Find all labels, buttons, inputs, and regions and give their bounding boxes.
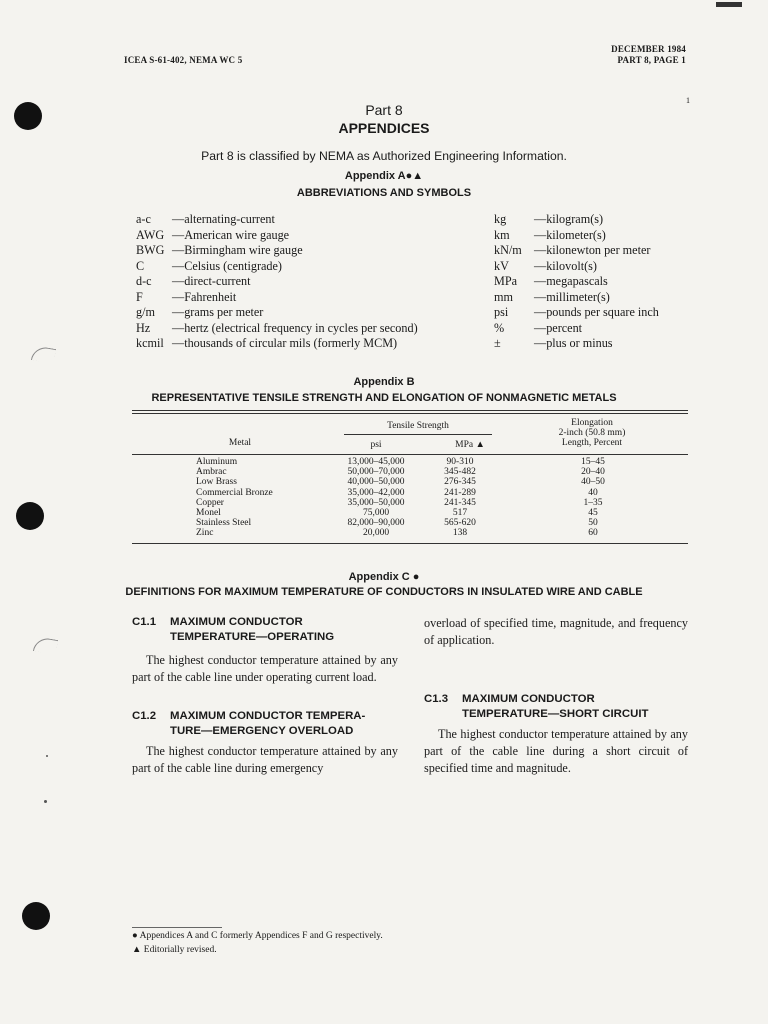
tensile-rule: [344, 434, 492, 435]
col-elongation-line-1: Elongation: [571, 418, 613, 428]
abbreviation-entry: [494, 305, 659, 320]
abbreviation-entry: [494, 336, 613, 351]
col-elongation-line-3: Length, Percent: [561, 438, 623, 448]
tensile-psi: 40,000–50,000: [347, 477, 405, 488]
abbreviation-entry: [494, 290, 610, 305]
abbreviation: kN/m: [494, 243, 522, 257]
elongation-percent: 20–40: [581, 467, 605, 478]
document-id: ICEA S-61-402, NEMA WC 5: [124, 55, 243, 65]
appendix-b-title: REPRESENTATIVE TENSILE STRENGTH AND ELONGATION OF NONMAGNETIC METALS: [151, 392, 617, 404]
c11-number: C1.1: [132, 616, 157, 628]
c13-number: C1.3: [424, 693, 449, 705]
tensile-mpa: 345-482: [444, 467, 476, 478]
abbreviation-entry: [136, 212, 275, 227]
abbreviation: ±: [494, 336, 501, 350]
footnote-2: ▲ Editorially revised.: [132, 945, 217, 955]
footnote-1: ● Appendices A and C formerly Appendices F and G respectively.: [132, 931, 383, 941]
abbreviation-entry: [136, 336, 397, 351]
tensile-psi: 50,000–70,000: [347, 467, 405, 478]
tensile-mpa: 565-620: [444, 518, 476, 529]
abbreviation: km: [494, 227, 510, 242]
tensile-mpa: 241-345: [444, 497, 476, 508]
abbreviation-meaning: —megapascals: [534, 274, 608, 288]
abbreviation-meaning: —kilonewton per meter: [534, 243, 651, 257]
abbreviation-meaning: —Celsius (centigrade): [172, 258, 282, 273]
elongation-percent: 45: [588, 508, 598, 518]
metal-name: Aluminum: [196, 457, 238, 467]
abbreviation-entry: [136, 228, 289, 243]
tensile-psi: 82,000–90,000: [347, 518, 405, 529]
col-elongation-line-2: 2-inch (50.8 mm): [558, 428, 626, 438]
col-tensile-strength: Tensile Strength: [387, 421, 449, 431]
c12-title-line-2: TURE—EMERGENCY OVERLOAD: [170, 725, 354, 737]
abbreviation: a-c: [136, 212, 151, 226]
col-psi: psi: [370, 440, 382, 450]
elongation-percent: 50: [588, 518, 598, 529]
abbreviation: mm: [494, 289, 513, 304]
part-number: Part 8: [365, 102, 403, 118]
tensile-mpa: 90-310: [446, 457, 474, 467]
abbreviation-entry: [136, 321, 418, 336]
abbreviation: C: [136, 258, 145, 273]
abbreviation-meaning: —pounds per square inch: [534, 305, 659, 319]
tensile-mpa: 276-345: [444, 477, 476, 488]
abbreviation-meaning: —American wire gauge: [172, 227, 290, 242]
abbreviation-entry: [494, 321, 582, 336]
appendix-c-title: DEFINITIONS FOR MAXIMUM TEMPERATURE OF CONDUCTORS IN INSULATED WIRE AND CABLE: [125, 586, 643, 598]
scan-mark: [31, 345, 56, 364]
abbreviation-entry: [494, 212, 603, 227]
punch-hole: [22, 902, 50, 930]
abbreviation-entry: [494, 259, 597, 274]
appendix-a-title: ABBREVIATIONS AND SYMBOLS: [296, 187, 472, 199]
metal-name: Stainless Steel: [196, 518, 252, 529]
abbreviation: F: [136, 289, 143, 304]
abbreviation: d-c: [136, 274, 152, 288]
c12-title-line-1: MAXIMUM CONDUCTOR TEMPERA-: [170, 710, 366, 722]
abbreviation: AWG: [136, 227, 165, 242]
abbreviation-meaning: —kilovolt(s): [534, 258, 597, 273]
abbreviation-entry: [136, 305, 263, 320]
scan-mark: [33, 636, 58, 655]
abbreviation-meaning: —plus or minus: [534, 336, 613, 350]
abbreviation-meaning: —thousands of circular mils (formerly MCM): [172, 336, 398, 350]
tensile-mpa: 241-289: [444, 487, 476, 498]
c11-title-line-1: MAXIMUM CONDUCTOR: [170, 616, 303, 628]
tensile-psi: 75,000: [362, 508, 390, 518]
corner-mark: 1: [686, 96, 690, 105]
abbreviation: psi: [494, 305, 509, 319]
abbreviation-entry: [494, 228, 606, 243]
appendix-a-label: Appendix A●▲: [344, 170, 424, 182]
abbreviation-meaning: —grams per meter: [172, 305, 264, 319]
col-metal: Metal: [228, 438, 252, 448]
abbreviation: BWG: [136, 243, 165, 257]
c13-title-line-1: MAXIMUM CONDUCTOR: [462, 693, 595, 705]
tensile-psi: 35,000–42,000: [347, 487, 405, 498]
tensile-psi: 20,000: [362, 528, 390, 539]
c11-definition: The highest conductor temperature attained by any part of the cable line under operating current load.: [132, 653, 398, 684]
elongation-percent: 40: [588, 487, 598, 498]
abbreviation: kV: [494, 258, 509, 273]
col-mpa: MPa ▲: [455, 440, 485, 450]
abbreviation-meaning: —percent: [534, 320, 583, 335]
header-part-page: PART 8, PAGE 1: [617, 55, 686, 65]
scan-speck: [44, 800, 47, 803]
abbreviation-entry: [136, 243, 303, 258]
col-elongation: [540, 418, 644, 448]
scan-speck: [46, 755, 48, 757]
appendix-b-label: Appendix B: [353, 376, 415, 388]
c13-title-line-2: TEMPERATURE—SHORT CIRCUIT: [462, 708, 649, 720]
table-header-rule: [132, 454, 688, 455]
tensile-mpa: 517: [452, 508, 468, 518]
elongation-percent: 40–50: [581, 477, 605, 488]
abbreviation-meaning: —alternating-current: [172, 212, 275, 226]
elongation-percent: 1–35: [583, 497, 603, 508]
scan-mark: [716, 2, 742, 7]
tensile-mpa: 138: [452, 528, 468, 539]
metal-name: Zinc: [196, 528, 214, 539]
table-top-rule: [132, 413, 688, 414]
appendix-c-label: Appendix C ●: [348, 571, 420, 583]
metal-name: Commercial Bronze: [196, 487, 273, 498]
abbreviation-meaning: —hertz (electrical frequency in cycles per second): [172, 320, 418, 335]
c13-definition: The highest conductor temperature attained by any part of the cable line during a short circuit of specified time and magnitude.: [424, 727, 688, 775]
abbreviation-entry: [136, 290, 236, 305]
abbreviation-meaning: —kilometer(s): [534, 227, 606, 242]
c12-number: C1.2: [132, 710, 157, 722]
elongation-percent: 15–45: [581, 457, 605, 467]
table-top-rule: [132, 410, 688, 411]
abbreviation-entry: [136, 259, 282, 274]
page-title: APPENDICES: [338, 120, 430, 136]
metal-name: Low Brass: [196, 477, 237, 488]
metal-name: Monel: [196, 508, 221, 518]
abbreviation: Hz: [136, 320, 151, 335]
abbreviation-entry: [136, 274, 251, 289]
abbreviation-meaning: —direct-current: [172, 274, 251, 288]
metal-name: Ambrac: [196, 467, 227, 478]
abbreviation: kg: [494, 212, 507, 226]
table-bottom-rule: [132, 543, 688, 544]
c11-title-line-2: TEMPERATURE—OPERATING: [170, 631, 335, 643]
tensile-psi: 13,000–45,000: [347, 457, 405, 467]
footnote-rule: [132, 927, 222, 928]
header-date: DECEMBER 1984: [611, 44, 686, 54]
tensile-psi: 35,000–50,000: [347, 497, 405, 508]
elongation-percent: 60: [588, 528, 598, 539]
abbreviation: g/m: [136, 305, 155, 319]
abbreviation-meaning: —kilogram(s): [534, 212, 604, 226]
abbreviation: %: [494, 320, 505, 335]
metal-name: Copper: [196, 497, 224, 508]
abbreviation-meaning: —Birmingham wire gauge: [172, 243, 303, 257]
classification-note: Part 8 is classified by NEMA as Authorized Engineering Information.: [201, 149, 567, 163]
abbreviation-entry: [494, 274, 608, 289]
metals-table-body: [0, 457, 768, 541]
c12-definition-continued: overload of specified time, magnitude, and frequency of application.: [424, 616, 688, 647]
c12-definition: The highest conductor temperature attained by any part of the cable line during emergency: [132, 744, 398, 775]
abbreviation: MPa: [494, 274, 518, 288]
abbreviation: kcmil: [136, 336, 164, 350]
abbreviation-entry: [494, 243, 650, 258]
abbreviation-meaning: —millimeter(s): [534, 289, 610, 304]
abbreviation-meaning: —Fahrenheit: [172, 289, 237, 304]
